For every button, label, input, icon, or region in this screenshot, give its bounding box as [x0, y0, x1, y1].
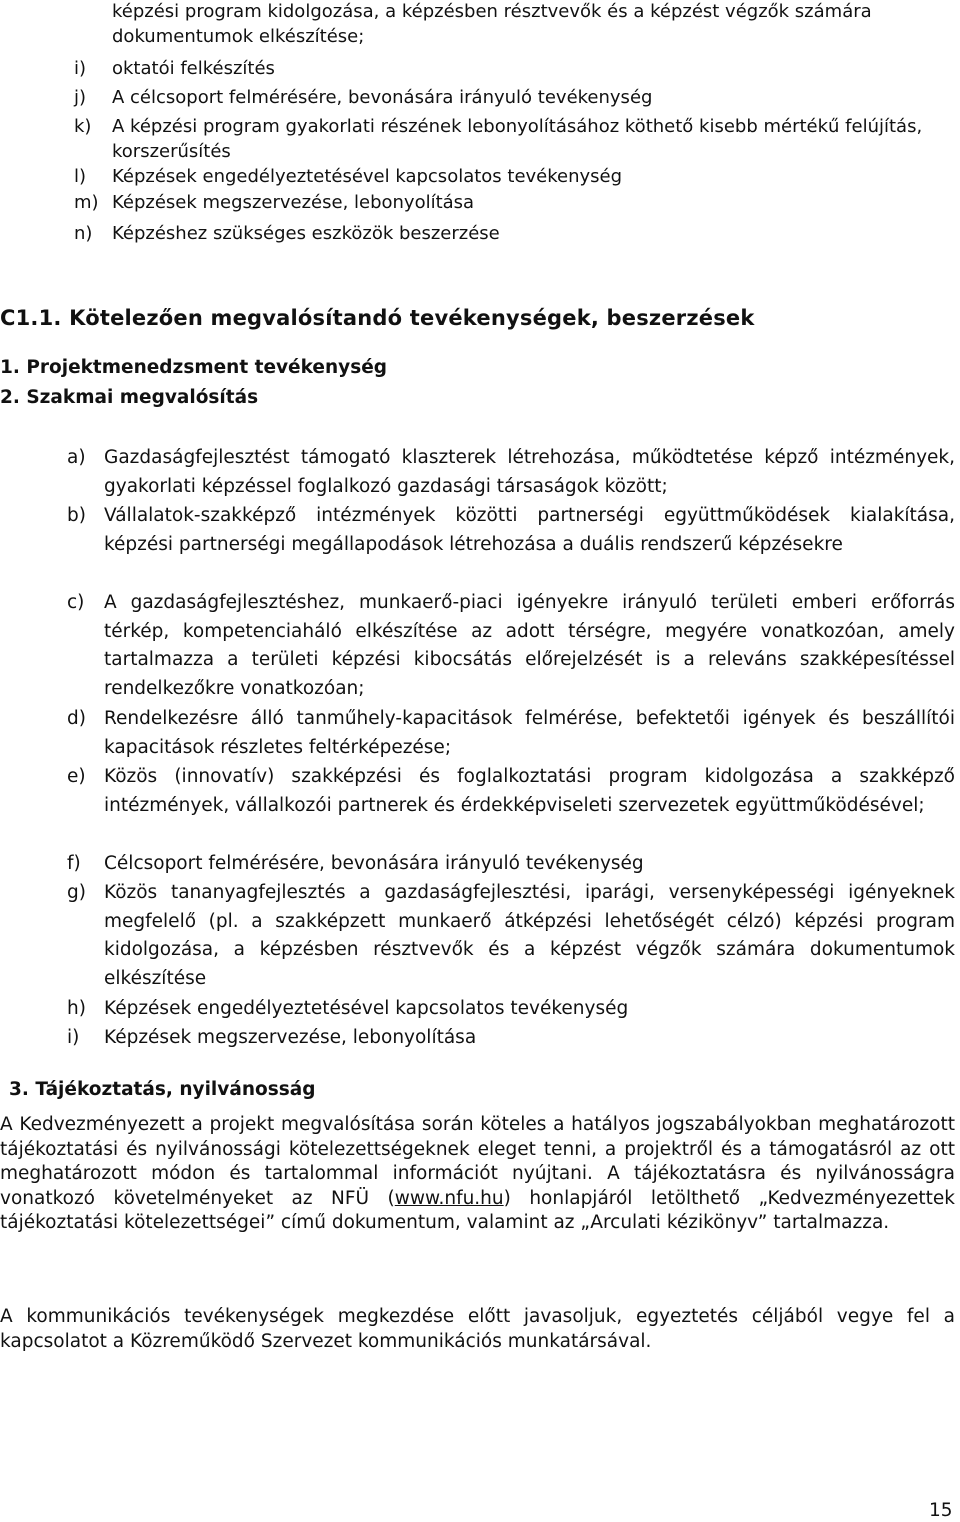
list-item [67, 879, 955, 993]
list-item-label: l) [74, 166, 87, 187]
list-item-label: k) [74, 116, 92, 137]
list-item-text: Közös tananyagfejlesztés a gazdaságfejlesztési, iparági, versenyképességi igényeknek megfelelő (pl. a szakképzett munkaerő átképzési lehetőségét célzó) képzési program kidolgozása, a képzésben résztvevők és a képzést végzők számára dokumentumok elkészítése [104, 882, 955, 989]
list-item-text: A képzési program gyakorlati részének lebonyolításához köthető kisebb mértékű felújítás, korszerűsítés [112, 116, 923, 162]
list-item [67, 763, 955, 820]
list-item [74, 86, 960, 111]
list-item [74, 222, 960, 247]
list-item-text: Gazdaságfejlesztést támogató klaszterek létrehozása, működtetése képző intézmények, gyakorlati képzéssel foglalkozó gazdasági társaságok között; [104, 447, 955, 497]
list-item-text: Rendelkezésre álló tanműhely-kapacitások felmérése, befektetői igények és beszállítói kapacitások részletes feltérképezése; [104, 708, 955, 758]
list-item [74, 165, 960, 190]
list-item-label: d) [67, 708, 86, 729]
list-item-label: i) [74, 58, 87, 79]
subheading-projektmenedzsment: 1. Projektmenedzsment tevékenység [0, 357, 387, 378]
list-item-text: képzési program kidolgozása, a képzésben résztvevők és a képzést végzők számára dokumentumok elkészítése; [112, 1, 872, 47]
paragraph-text: ) honlapjáról letölthető „Kedvezményezettek tájékoztatási kötelezettségei” című dokumentum, valamint az „Arculati kézikönyv” tartalmazza. [0, 1187, 955, 1234]
list-item-label: i) [67, 1027, 80, 1048]
list-item-label: h) [67, 998, 86, 1019]
list-item-label: g) [67, 882, 86, 903]
list-item [74, 115, 960, 164]
paragraph-text: A Kedvezményezett a projekt megvalósítása során köteles a hatályos jogszabályokban meghatározott tájékoztatási és nyilvánossági kötelezettségeknek eleget tenni, a projektről és a támogatásról az ott meghatározott módon és tartalommal információt nyújtani. A tájékoztatásra és nyilvánosságra vonatkozó követelményeket az NFÜ ( [0, 1114, 955, 1209]
list-item-text: Képzések engedélyeztetésével kapcsolatos tevékenység [112, 166, 623, 187]
list-item [67, 995, 955, 1024]
list-item-label: n) [74, 223, 93, 244]
list-item-label: b) [67, 505, 86, 526]
list-item [67, 444, 955, 501]
section-heading: C1.1. Kötelezően megvalósítandó tevékenységek, beszerzések [0, 306, 755, 330]
list-item-text: A gazdaságfejlesztéshez, munkaerő-piaci igényekre irányuló területi emberi erőforrás térkép, kompetenciaháló elkészítése az adott térségre, megyére vonatkozóan, amely tartalmazza a területi képzési kibocsátás előrejelzését is a releváns szakképesítéssel rendelkezőkre vonatkozóan; [104, 592, 955, 699]
list-item-text: Vállalatok-szakképző intézmények közötti partnerségi együttműködések kialakítása, képzési partnerségi megállapodások létrehozása a duális rendszerű képzésekre [104, 505, 955, 555]
list-item-label: j) [74, 87, 87, 108]
list-item-text: oktatói felkészítés [112, 58, 275, 79]
list-item-label: f) [67, 853, 81, 874]
list-item [67, 502, 955, 559]
subheading-tajekoztatas: 3. Tájékoztatás, nyilvánosság [9, 1079, 316, 1100]
list-item [67, 589, 955, 703]
list-item-text: Képzések engedélyeztetésével kapcsolatos tevékenység [104, 998, 629, 1019]
paragraph-kommunikacio: A kommunikációs tevékenységek megkezdése előtt javasoljuk, egyeztetés céljából vegye fel a kapcsolatot a Közreműködő Szervezet kommunikációs munkatársával. [0, 1306, 955, 1352]
list-item-text: Képzéshez szükséges eszközök beszerzése [112, 223, 500, 244]
list-item [67, 705, 955, 762]
list-item-text: A célcsoport felmérésére, bevonására irányuló tevékenység [112, 87, 653, 108]
list-item-label: a) [67, 447, 86, 468]
nfu-link[interactable]: www.nfu.hu [394, 1187, 504, 1209]
list-item-text: Közös (innovatív) szakképzési és foglalkoztatási program kidolgozása a szakképző intézmények, vállalkozói partnerek és érdekképviseleti szervezetek együttműködésével; [104, 766, 955, 816]
subheading-szakmai-megvalositas: 2. Szakmai megvalósítás [0, 387, 259, 408]
list-item-text: Célcsoport felmérésére, bevonására irányuló tevékenység [104, 853, 644, 874]
list-item-text: Képzések megszervezése, lebonyolítása [112, 192, 475, 213]
list-item [74, 0, 960, 49]
list-item [67, 850, 955, 879]
list-item-label: e) [67, 766, 86, 787]
list-item [67, 1024, 955, 1053]
page-number: 15 [929, 1500, 953, 1521]
list-item-text: Képzések megszervezése, lebonyolítása [104, 1027, 477, 1048]
list-item-label: m) [74, 192, 99, 213]
list-item [74, 57, 960, 82]
paragraph-tajekoztatas [0, 1113, 955, 1236]
list-item [74, 191, 960, 216]
list-item-label: c) [67, 592, 85, 613]
